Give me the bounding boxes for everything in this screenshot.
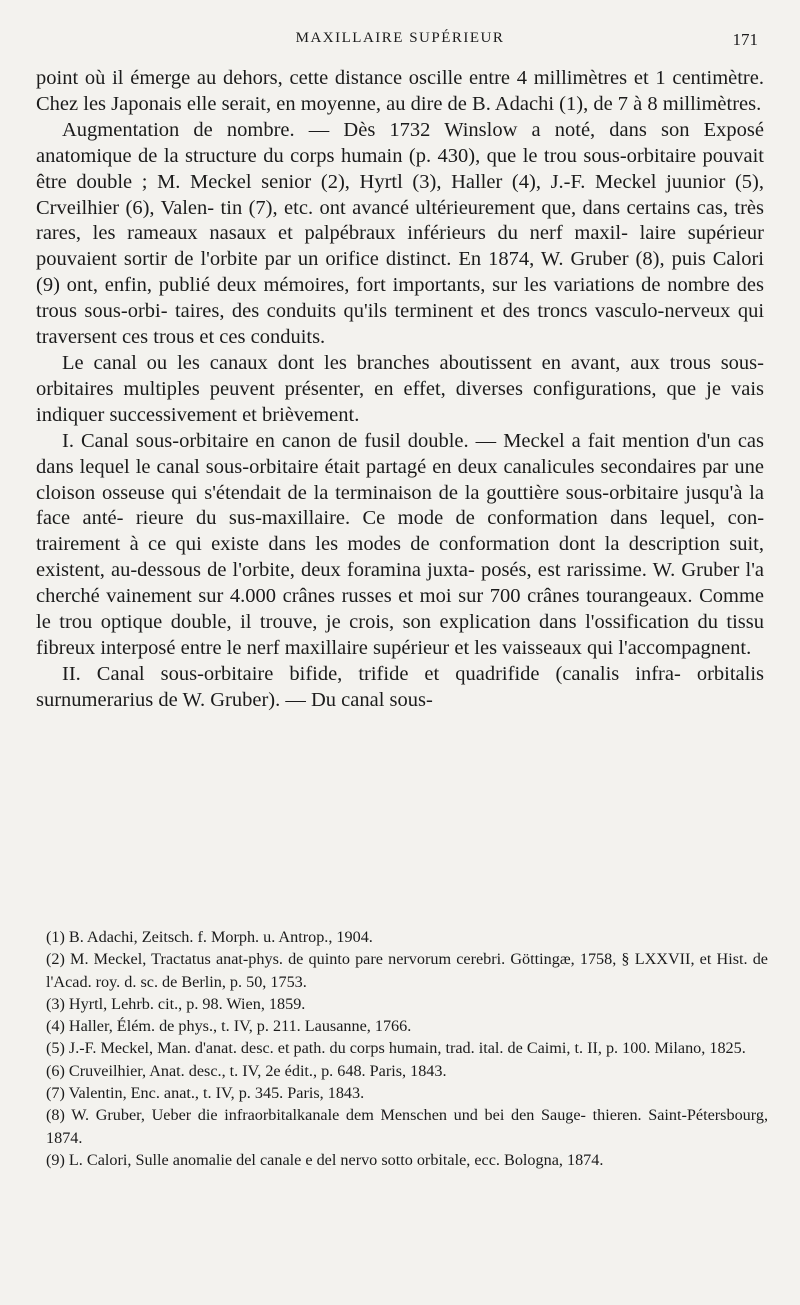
text-line: Caimi, t. II, p. 100. Milano, 1825. <box>526 1039 746 1058</box>
text-line: trous sous-orbitaires multiples peuvent présenter, en effet, diverses <box>36 351 764 400</box>
text-line: (8) W. Gruber, Ueber die infraorbitalkanale dem Menschen und bei den Sauge- <box>46 1106 586 1125</box>
text-line: deux canalicules secondaires par une cloison osseuse qui s'étendait <box>36 455 765 504</box>
text-line: configurations, que je vais indiquer successivement et brièvement. <box>36 377 764 426</box>
text-line: le trou sous-orbitaire pouvait être double ; M. Meckel senior (2), <box>36 144 764 193</box>
text-line: rares, les rameaux nasaux et palpébraux inférieurs du nerf maxil- <box>36 222 628 245</box>
text-line: taires, des conduits qu'ils terminent et des troncs vasculo-nerveux <box>174 300 731 323</box>
footnote <box>46 1037 768 1059</box>
text-line: orbitalis surnumerarius de W. Gruber). — Du canal sous- <box>36 662 765 711</box>
text-line: Hyrtl (3), Haller (4), J.-F. Meckel juunior (5), Crveilhier (6), Valen- <box>36 170 764 219</box>
text-line: 1874, W. Gruber (8), puis Calori (9) ont, enfin, publié deux mémoires, <box>36 248 765 297</box>
text-line: de la terminaison de la gouttière sous-orbitaire jusqu'à la face anté- <box>36 481 764 530</box>
text-line: russes et moi sur 700 crânes tourangeaux. Comme le trou optique <box>36 585 765 634</box>
text-line: qui traversent ces trous et ces conduits. <box>36 300 765 349</box>
footnote <box>46 926 768 948</box>
footnote <box>46 1149 768 1171</box>
footnote <box>46 1015 768 1037</box>
text-line: Exposé anatomique de la structure du corps humain (p. 430), que <box>36 118 764 167</box>
footnote <box>46 1082 768 1104</box>
text-line: laire supérieur pouvaient sortir de l'orbite par un orifice distinct. En <box>36 222 764 271</box>
paragraph <box>36 351 764 429</box>
text-line: (4) Haller, Élém. de phys., t. IV, p. 211. Lausanne, 1766. <box>46 1017 412 1036</box>
footnote <box>46 1104 768 1149</box>
page-header <box>0 30 800 54</box>
text-line: (7) Valentin, Enc. anat., t. IV, p. 345. Paris, 1843. <box>46 1084 365 1103</box>
text-line: thieren. Saint-Pétersbourg, 1874. <box>46 1106 768 1147</box>
text-line: posés, est rarissime. W. Gruber l'a cherché vainement sur 4.000 crânes <box>36 559 764 608</box>
running-title: MAXILLAIRE SUPÉRIEUR <box>295 30 505 46</box>
paragraph <box>36 118 764 351</box>
text-line: (2) M. Meckel, Tractatus anat-phys. de quinto pare nervorum cerebri. Göttingæ, <box>46 950 575 969</box>
text-line: II. Canal sous-orbitaire bifide, trifide et quadrifide (canalis infra- <box>62 662 681 685</box>
text-line: (9) L. Calori, Sulle anomalie del canale e del nervo sotto orbitale, ecc. Bologna, <box>46 1150 563 1169</box>
text-line: Augmentation de nombre. — Dès 1732 Winslow a noté, dans son <box>62 118 690 141</box>
paragraph <box>36 66 764 118</box>
text-line: (1) B. Adachi, Zeitsch. f. Morph. u. Antrop., 1904. <box>46 928 373 946</box>
text-line: (3) Hyrtl, Lehrb. cit., p. 98. Wien, 1859. <box>46 994 306 1013</box>
text-line: tin (7), etc. ont avancé ultérieurement que, dans certains cas, très <box>220 196 765 219</box>
text-line: 1758, § LXXVII, et Hist. de l'Acad. roy. d. sc. de Berlin, p. 50, 1753. <box>46 950 768 991</box>
paragraph <box>36 662 764 714</box>
footnote <box>46 1060 768 1082</box>
text-line: I. Canal sous-orbitaire en canon de fusil double. — Meckel a fait <box>62 429 616 452</box>
text-line: B. Adachi (1), de 7 à 8 millimètres. <box>472 92 762 115</box>
footnotes <box>46 926 768 1171</box>
text-line: description suit, existent, au-dessous de l'orbite, deux foramina juxta- <box>36 533 764 582</box>
text-line: (5) J.-F. Meckel, Man. d'anat. desc. et path. du corps humain, trad. ital. de <box>46 1039 523 1058</box>
text-line: point où il émerge au dehors, cette distance oscille entre 4 millimètres <box>36 67 628 89</box>
text-line: (6) Cruveilhier, Anat. desc., t. IV, 2e édit., p. 648. Paris, 1843. <box>46 1061 447 1080</box>
text-line: mention d'un cas dans lequel le canal sous-orbitaire était partagé en <box>36 429 765 478</box>
page-number: 171 <box>732 30 758 49</box>
text-line: rieure du sus-maxillaire. Ce mode de conformation dans lequel, con- <box>135 507 765 530</box>
text-line: fort importants, sur les variations de nombre des trous sous-orbi- <box>36 274 764 323</box>
text-line: fibreux interposé entre le nerf maxillaire supérieur et les vaisseaux <box>36 636 582 659</box>
text-line: qui l'accompagnent. <box>587 636 752 659</box>
footnote <box>46 993 768 1015</box>
main-text <box>36 66 764 714</box>
footnote <box>46 948 768 993</box>
text-line: Le canal ou les canaux dont les branches aboutissent en avant, aux <box>62 351 660 374</box>
text-line: trairement à ce qui existe dans les modes de conformation dont la <box>36 533 620 556</box>
text-line: 1874. <box>566 1150 604 1169</box>
paragraph <box>36 429 764 662</box>
text-line: et 1 centimètre. Chez les Japonais elle serait, en moyenne, au dire de <box>36 67 764 115</box>
text-line: double, il trouve, je crois, son explication dans l'ossification du tissu <box>170 611 765 634</box>
